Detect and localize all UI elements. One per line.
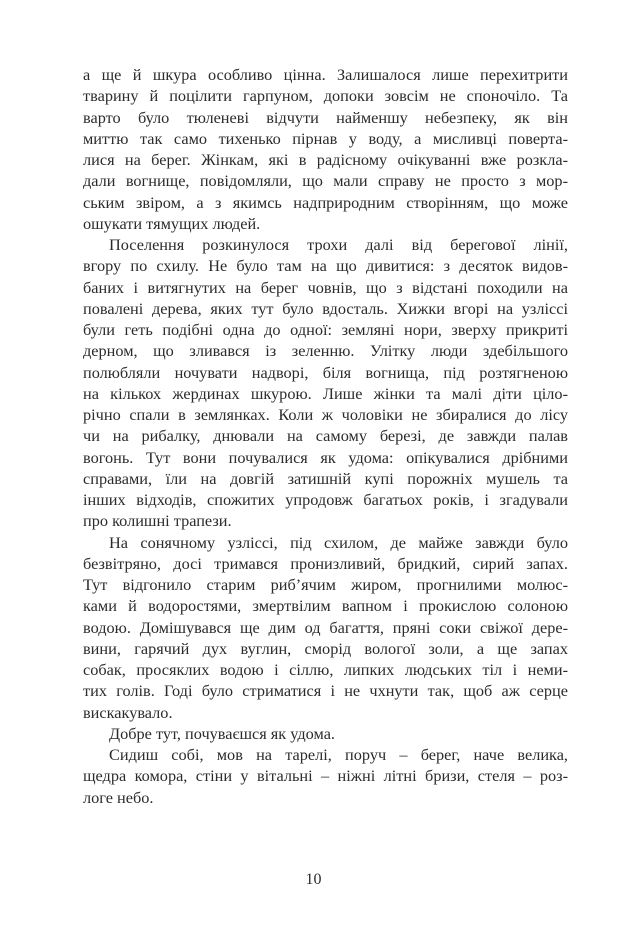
text-line: були геть подібні одна до одної: земляні нори, зверху прикриті: [83, 320, 568, 339]
text-line: собак, просяклих водою і сіллю, липких людських тіл і неми-: [83, 660, 568, 679]
text-line: про колишні трапези.: [83, 511, 232, 531]
text-line: справами, їли на довгій затишній купі порожніх мушель та: [83, 468, 568, 488]
page-number: 10: [305, 871, 322, 888]
paragraph: [83, 723, 568, 744]
paragraph: [83, 64, 568, 234]
text-line: ками й водоростями, змертвілим вапном і прокислою солоною: [83, 596, 568, 616]
text-line: вогонь. Тут вони почувалися як удома: опікувалися дрібними: [83, 447, 568, 467]
paragraph: [83, 744, 568, 808]
text-line: інших відходів, спожитих упродовж багатьох років, і згадували: [83, 490, 568, 509]
text-line: логе небо.: [83, 787, 154, 807]
text-line: Добре тут, почуваєшся як удома.: [109, 723, 335, 743]
text-line: тих голів. Годі було стриматися і не чхнути так, щоб аж серце: [83, 681, 568, 701]
text-line: тварину й поцілити гарпуном, допоки зовсім не споночіло. Та: [83, 86, 568, 106]
text-line: На сонячному узліссі, під схилом, де майже завжди було: [109, 532, 568, 552]
text-line: ошукати тямущих людей.: [83, 213, 261, 233]
text-line: річно спали в землянках. Коли ж чоловіки не збиралися до лісу: [83, 405, 568, 424]
body-text: [83, 64, 568, 808]
text-line: Сидиш собі, мов на тарелі, поруч – берег, наче велика,: [109, 745, 568, 764]
text-line: вини, гарячий дух вуглин, сморід вологої золи, а ще запах: [83, 638, 568, 658]
text-line: дерном, що зливався із зеленню. Улітку люди здебільшого: [83, 341, 568, 361]
text-line: безвітряно, досі тримався пронизливий, бридкий, сирий запах.: [83, 553, 568, 573]
text-line: лися на берег. Жінкам, які в радісному очікуванні вже розкла-: [83, 150, 568, 169]
text-line: баних і витягнутих на берег човнів, що з відстані походили на: [83, 277, 568, 297]
text-line: а ще й шкура особливо цінна. Залишалося лише перехитрити: [83, 65, 568, 84]
text-line: чи на рибалку, днювали на самому березі, де завжди палав: [83, 426, 568, 446]
text-line: ським звіром, а з якимсь надприродним створінням, що може: [83, 192, 568, 212]
text-line: варто було тюленеві відчути найменшу небезпеку, як він: [83, 107, 568, 127]
text-line: Поселення розкинулося трохи далі від берегової лінії,: [109, 235, 568, 254]
text-line: на кількох жердинах шкурою. Лише жінки та малі діти ціло-: [83, 383, 568, 403]
text-line: щедра комора, стіни у вітальні – ніжні літні бризи, стеля – роз-: [83, 766, 568, 786]
text-line: вгору по схилу. Не було там на що дивитися: з десяток видов-: [83, 256, 568, 276]
paragraph: [83, 532, 568, 723]
paragraph: [83, 234, 568, 532]
text-line: Тут відгонило старим риб’ячим жиром, прогнилими молюс-: [83, 575, 568, 594]
text-line: миттю так само тихенько пірнав у воду, а мисливці поверта-: [83, 128, 568, 148]
text-line: водою. Домішувався ще дим од багаття, пряні соки свіжої дере-: [83, 617, 568, 637]
text-line: вискакувало.: [83, 702, 173, 722]
text-line: полюбляли ночувати надворі, біля вогнища, під розтягненою: [83, 362, 568, 382]
text-line: повалені дерева, яких тут було вдосталь. Хижки вгорі на узліссі: [83, 298, 568, 318]
text-line: дали вогнище, повідомляли, що мали справу не просто з мор-: [83, 171, 568, 191]
